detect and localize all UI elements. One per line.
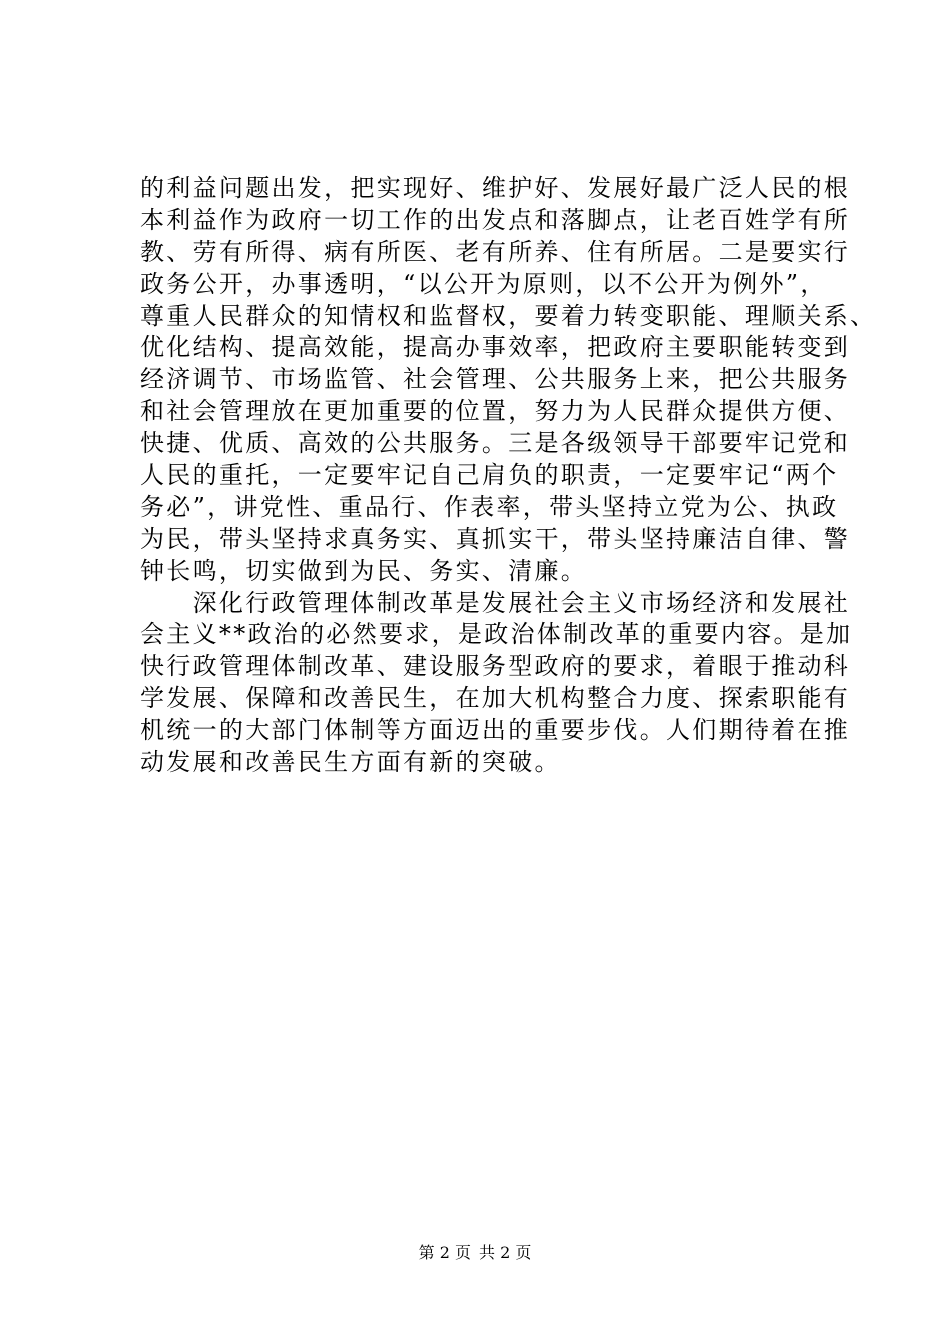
text-line: 快行政管理体制改革、建设服务型政府的要求，着眼于推动科 <box>140 652 851 681</box>
text-line: 钟长鸣，切实做到为民、务实、清廉。 <box>140 556 588 585</box>
text-line: 人民的重托，一定要牢记自己肩负的职责，一定要牢记“两个 <box>140 461 839 490</box>
text-line: 为民，带头坚持求真务实、真抓实干，带头坚持廉洁自律、警 <box>140 524 851 553</box>
text-line: 机统一的大部门体制等方面迈出的重要步伐。人们期待着在推 <box>140 716 851 745</box>
text-line: 的利益问题出发，把实现好、维护好、发展好最广泛人民的根 <box>140 174 851 202</box>
text-line: 快捷、优质、高效的公共服务。三是各级领导干部要牢记党和 <box>140 429 851 458</box>
text-line: 务必”，讲党性、重品行、作表率，带头坚持立党为公、执政 <box>140 492 839 521</box>
text-line: 政务公开，办事透明，“以公开为原则，以不公开为例外”， <box>140 269 827 298</box>
text-line: 尊重人民群众的知情权和监督权，要着力转变职能、理顺关系、 <box>140 301 877 330</box>
text-line: 深化行政管理体制改革是发展社会主义市场经济和发展社 <box>140 588 851 617</box>
page-total: 共 2 页 <box>479 1243 532 1262</box>
page-number: 第 2 页 <box>418 1243 471 1262</box>
text-line: 教、劳有所得、病有所医、老有所养、住有所居。二是要实行 <box>140 237 851 266</box>
text-line: 优化结构、提高效能，提高办事效率，把政府主要职能转变到 <box>140 333 851 362</box>
text-line: 本利益作为政府一切工作的出发点和落脚点，让老百姓学有所 <box>140 205 851 234</box>
text-line: 会主义**政治的必然要求，是政治体制改革的重要内容。是加 <box>140 620 853 649</box>
document-body <box>140 173 877 779</box>
text-line: 学发展、保障和改善民生，在加大机构整合力度、探索职能有 <box>140 684 851 713</box>
text-line: 动发展和改善民生方面有新的突破。 <box>140 748 561 777</box>
text-line: 和社会管理放在更加重要的位置，努力为人民群众提供方便、 <box>140 397 851 426</box>
page-footer <box>0 1243 950 1263</box>
text-line: 经济调节、市场监管、社会管理、公共服务上来，把公共服务 <box>140 365 851 394</box>
